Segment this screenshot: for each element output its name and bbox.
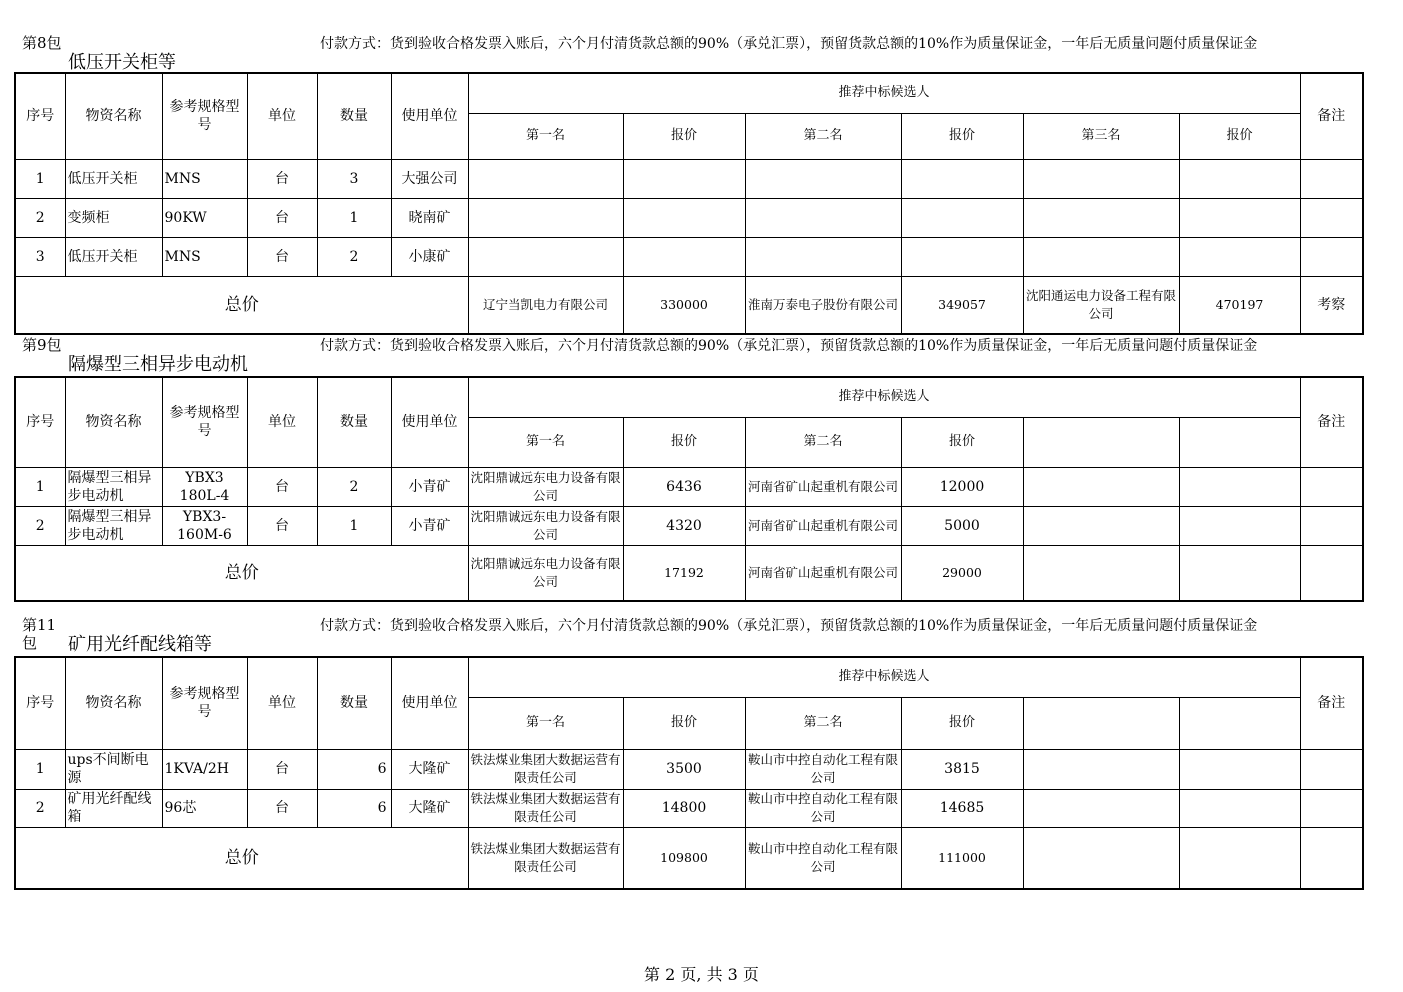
header-qty: 数量: [317, 657, 391, 749]
cell-unit: 台: [247, 159, 317, 198]
header-second: 第二名: [745, 417, 901, 467]
cell-spec: 96芯: [162, 789, 247, 827]
cell-empty: [1023, 749, 1179, 789]
cell-name: 隔爆型三相异步电动机: [65, 467, 162, 506]
cell-remark: [1300, 198, 1363, 237]
header-empty: [1023, 697, 1179, 749]
total-label: 总价: [15, 276, 468, 334]
header-seq: 序号: [15, 73, 65, 159]
total-label: 总价: [15, 827, 468, 889]
cell-empty: [1023, 467, 1179, 506]
cell-spec: MNS: [162, 159, 247, 198]
total-remark: [1300, 827, 1363, 889]
cell-second: 鞍山市中控自动化工程有限公司: [745, 789, 901, 827]
header-first: 第一名: [468, 113, 623, 159]
cell-qty: 1: [317, 198, 391, 237]
cell-empty: [1023, 506, 1179, 545]
header-spec: 参考规格型号: [162, 73, 247, 159]
cell-seq: 2: [15, 789, 65, 827]
cell-unit: 台: [247, 198, 317, 237]
cell-seq: 1: [15, 159, 65, 198]
header-third: 第三名: [1023, 113, 1179, 159]
cell-empty: [1179, 749, 1300, 789]
cell-first: 沈阳鼎诚远东电力设备有限公司: [468, 467, 623, 506]
cell-user: 晓南矿: [391, 198, 468, 237]
cell-first: 铁法煤业集团大数据运营有限责任公司: [468, 749, 623, 789]
total-empty: [1179, 545, 1300, 601]
cell-remark: [1300, 237, 1363, 276]
cell-spec: YBX3-160M-6: [162, 506, 247, 545]
package-title: 矿用光纤配线箱等: [68, 634, 212, 655]
total-price2: 111000: [901, 827, 1023, 889]
header-first: 第一名: [468, 697, 623, 749]
header-unit: 单位: [247, 73, 317, 159]
total-first: 辽宁当凯电力有限公司: [468, 276, 623, 334]
cell-user: 小康矿: [391, 237, 468, 276]
cell-user: 小青矿: [391, 506, 468, 545]
header-remark: 备注: [1300, 73, 1363, 159]
header-seq: 序号: [15, 657, 65, 749]
cell-qty: 2: [317, 237, 391, 276]
cell-unit: 台: [247, 467, 317, 506]
total-second: 鞍山市中控自动化工程有限公司: [745, 827, 901, 889]
cell-qty: 3: [317, 159, 391, 198]
total-price2: 349057: [901, 276, 1023, 334]
cell-seq: 1: [15, 749, 65, 789]
total-price1: 17192: [623, 545, 745, 601]
cell-first: 沈阳鼎诚远东电力设备有限公司: [468, 506, 623, 545]
total-second: 淮南万泰电子股份有限公司: [745, 276, 901, 334]
payment-terms: 付款方式：货到验收合格发票入账后，六个月付清货款总额的90%（承兑汇票），预留货款总额的10%作为质量保证金，一年后无质量问题付质量保证金: [320, 618, 1258, 634]
cell-first: [468, 198, 623, 237]
cell-price2: 14685: [901, 789, 1023, 827]
cell-price1: 6436: [623, 467, 745, 506]
cell-second: [745, 159, 901, 198]
cell-price1: [623, 198, 745, 237]
package-8-table: [14, 72, 1364, 335]
cell-remark: [1300, 506, 1363, 545]
cell-second: 河南省矿山起重机有限公司: [745, 467, 901, 506]
header-price: 报价: [623, 697, 745, 749]
cell-spec: 1KVA/2H: [162, 749, 247, 789]
cell-price1: [623, 159, 745, 198]
cell-unit: 台: [247, 506, 317, 545]
cell-price3: [1179, 237, 1300, 276]
package-number: 第8包: [22, 34, 62, 52]
cell-price3: [1179, 159, 1300, 198]
header-name: 物资名称: [65, 377, 162, 467]
header-price: 报价: [623, 113, 745, 159]
cell-price1: 14800: [623, 789, 745, 827]
header-spec: 参考规格型号: [162, 657, 247, 749]
table-row: [15, 198, 1363, 237]
total-third: 沈阳通运电力设备工程有限公司: [1023, 276, 1179, 334]
cell-remark: [1300, 749, 1363, 789]
cell-price1: [623, 237, 745, 276]
total-price1: 109800: [623, 827, 745, 889]
total-row: [15, 827, 1363, 889]
package-9-table: [14, 376, 1364, 602]
cell-seq: 1: [15, 467, 65, 506]
header-remark: 备注: [1300, 657, 1363, 749]
header-empty: [1179, 417, 1300, 467]
cell-seq: 2: [15, 198, 65, 237]
header-seq: 序号: [15, 377, 65, 467]
cell-third: [1023, 198, 1179, 237]
cell-second: [745, 198, 901, 237]
cell-price2: 5000: [901, 506, 1023, 545]
cell-price2: 12000: [901, 467, 1023, 506]
cell-third: [1023, 159, 1179, 198]
total-empty: [1179, 827, 1300, 889]
total-price1: 330000: [623, 276, 745, 334]
cell-user: 大强公司: [391, 159, 468, 198]
table-row: [15, 237, 1363, 276]
cell-name: 变频柜: [65, 198, 162, 237]
cell-third: [1023, 237, 1179, 276]
header-qty: 数量: [317, 73, 391, 159]
cell-unit: 台: [247, 237, 317, 276]
header-remark: 备注: [1300, 377, 1363, 467]
cell-qty: 1: [317, 506, 391, 545]
header-recommend: 推荐中标候选人: [468, 657, 1300, 697]
header-second: 第二名: [745, 697, 901, 749]
header-price: 报价: [623, 417, 745, 467]
cell-second: 鞍山市中控自动化工程有限公司: [745, 749, 901, 789]
cell-empty: [1179, 789, 1300, 827]
header-user: 使用单位: [391, 73, 468, 159]
cell-price3: [1179, 198, 1300, 237]
package-11-table: [14, 656, 1364, 890]
total-price3: 470197: [1179, 276, 1300, 334]
total-row: [15, 276, 1363, 334]
cell-remark: [1300, 159, 1363, 198]
header-price: 报价: [1179, 113, 1300, 159]
header-unit: 单位: [247, 377, 317, 467]
cell-second: 河南省矿山起重机有限公司: [745, 506, 901, 545]
header-name: 物资名称: [65, 657, 162, 749]
cell-name: 矿用光纤配线箱: [65, 789, 162, 827]
header-user: 使用单位: [391, 377, 468, 467]
table-row: [15, 467, 1363, 506]
cell-name: 低压开关柜: [65, 237, 162, 276]
total-empty: [1023, 545, 1179, 601]
cell-qty: 2: [317, 467, 391, 506]
cell-name: 隔爆型三相异步电动机: [65, 506, 162, 545]
header-unit: 单位: [247, 657, 317, 749]
cell-price2: [901, 159, 1023, 198]
total-remark: [1300, 545, 1363, 601]
payment-terms: 付款方式：货到验收合格发票入账后，六个月付清货款总额的90%（承兑汇票），预留货款总额的10%作为质量保证金，一年后无质量问题付质量保证金: [320, 36, 1258, 52]
cell-name: 低压开关柜: [65, 159, 162, 198]
header-first: 第一名: [468, 417, 623, 467]
cell-remark: [1300, 467, 1363, 506]
cell-seq: 3: [15, 237, 65, 276]
cell-price1: 3500: [623, 749, 745, 789]
cell-price1: 4320: [623, 506, 745, 545]
cell-first: [468, 159, 623, 198]
table-row: [15, 506, 1363, 545]
cell-spec: 90KW: [162, 198, 247, 237]
header-spec: 参考规格型号: [162, 377, 247, 467]
total-remark: 考察: [1300, 276, 1363, 334]
header-price: 报价: [901, 417, 1023, 467]
header-second: 第二名: [745, 113, 901, 159]
total-price2: 29000: [901, 545, 1023, 601]
cell-price2: 3815: [901, 749, 1023, 789]
cell-empty: [1179, 467, 1300, 506]
cell-price2: [901, 237, 1023, 276]
header-qty: 数量: [317, 377, 391, 467]
total-empty: [1023, 827, 1179, 889]
header-name: 物资名称: [65, 73, 162, 159]
cell-empty: [1179, 506, 1300, 545]
cell-remark: [1300, 789, 1363, 827]
cell-first: 铁法煤业集团大数据运营有限责任公司: [468, 789, 623, 827]
header-empty: [1023, 417, 1179, 467]
cell-qty: 6: [317, 789, 391, 827]
package-number: 第11包: [22, 616, 57, 652]
package-title: 低压开关柜等: [68, 52, 176, 73]
total-first: 沈阳鼎诚远东电力设备有限公司: [468, 545, 623, 601]
cell-first: [468, 237, 623, 276]
cell-seq: 2: [15, 506, 65, 545]
header-recommend: 推荐中标候选人: [468, 377, 1300, 417]
cell-spec: YBX3 180L-4: [162, 467, 247, 506]
cell-price2: [901, 198, 1023, 237]
cell-user: 小青矿: [391, 467, 468, 506]
header-price: 报价: [901, 697, 1023, 749]
total-second: 河南省矿山起重机有限公司: [745, 545, 901, 601]
cell-spec: MNS: [162, 237, 247, 276]
package-number: 第9包: [22, 336, 62, 354]
cell-unit: 台: [247, 789, 317, 827]
package-title: 隔爆型三相异步电动机: [68, 354, 248, 375]
table-row: [15, 159, 1363, 198]
cell-empty: [1023, 789, 1179, 827]
total-row: [15, 545, 1363, 601]
page-footer: 第 2 页, 共 3 页: [644, 965, 759, 984]
total-label: 总价: [15, 545, 468, 601]
header-user: 使用单位: [391, 657, 468, 749]
header-empty: [1179, 697, 1300, 749]
cell-name: ups不间断电源: [65, 749, 162, 789]
cell-user: 大隆矿: [391, 749, 468, 789]
payment-terms: 付款方式：货到验收合格发票入账后，六个月付清货款总额的90%（承兑汇票），预留货款总额的10%作为质量保证金，一年后无质量问题付质量保证金: [320, 338, 1258, 354]
table-row: [15, 749, 1363, 789]
table-row: [15, 789, 1363, 827]
header-recommend: 推荐中标候选人: [468, 73, 1300, 113]
cell-qty: 6: [317, 749, 391, 789]
header-price: 报价: [901, 113, 1023, 159]
cell-unit: 台: [247, 749, 317, 789]
total-first: 铁法煤业集团大数据运营有限责任公司: [468, 827, 623, 889]
cell-second: [745, 237, 901, 276]
cell-user: 大隆矿: [391, 789, 468, 827]
